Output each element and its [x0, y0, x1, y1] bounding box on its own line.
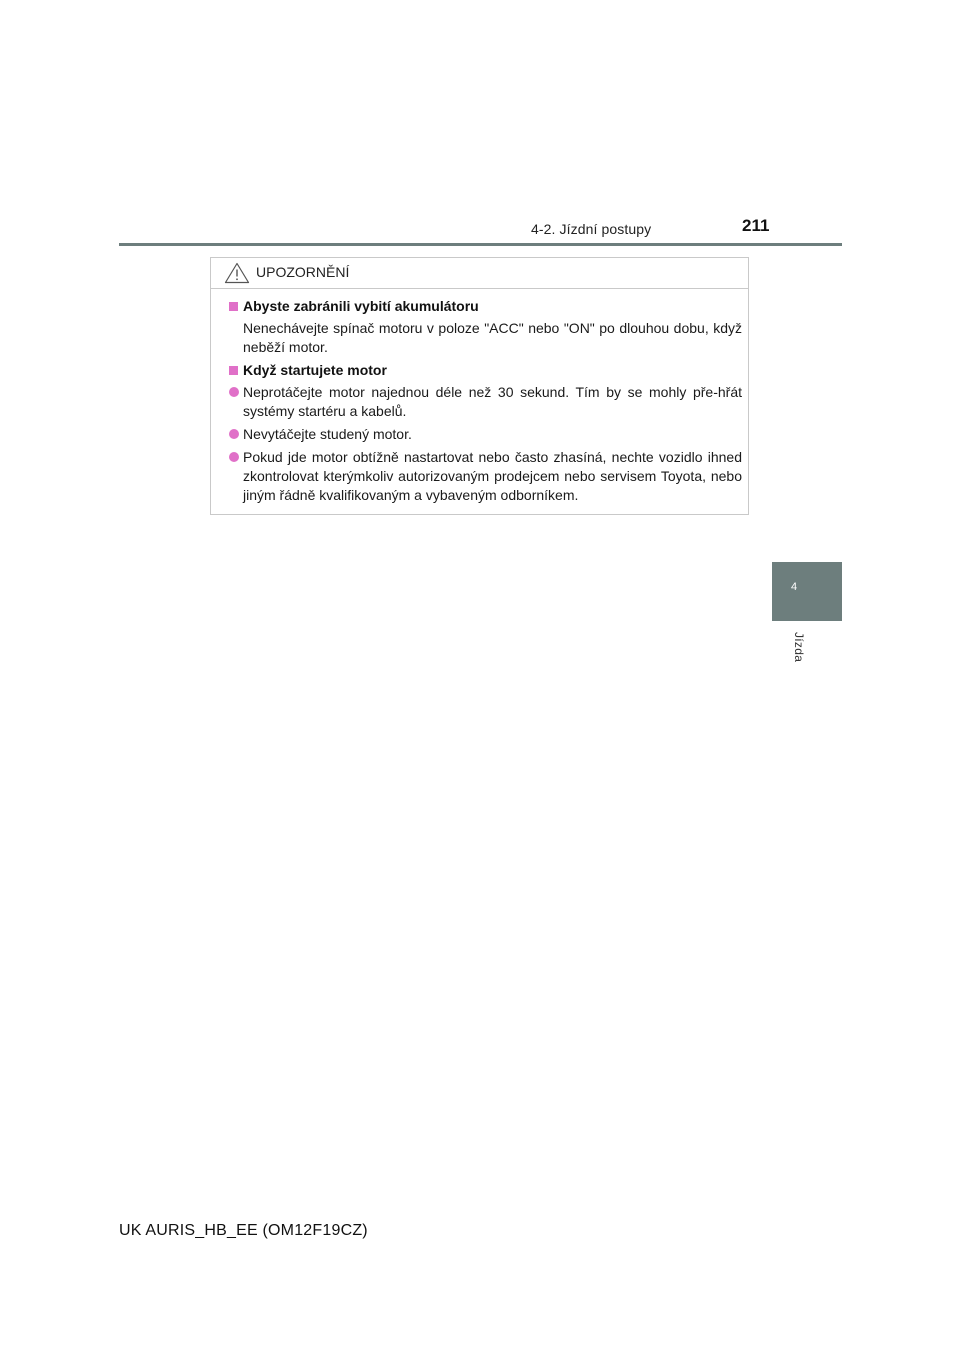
chapter-number: 4: [790, 581, 798, 593]
section-title: 4-2. Jízdní postupy: [531, 221, 652, 237]
caution-section-starting: [211, 361, 750, 380]
round-bullet-icon: [229, 387, 239, 397]
round-bullet-icon: [229, 429, 239, 439]
caution-header: [211, 258, 748, 289]
square-bullet-icon: [229, 366, 238, 375]
section-text: Nenechávejte spínač motoru v poloze "ACC" nebo "ON" po dlouhou dobu, když neběží motor.: [243, 320, 742, 355]
chapter-label: Jízda: [792, 632, 806, 663]
square-bullet-icon: [229, 302, 238, 311]
manual-id: UK AURIS_HB_EE (OM12F19CZ): [119, 1222, 368, 1239]
list-item: [211, 383, 750, 421]
warning-triangle-icon: [224, 262, 250, 284]
chapter-tab: [772, 562, 842, 621]
list-item-text: Nevytáčejte studený motor.: [243, 426, 412, 442]
list-item-text: Pokud jde motor obtížně nastartovat nebo často zhasíná, nechte vozidlo ihned zkontrolovat kterýmkoliv autorizovaným prodejcem nebo servisem Toyota, nebo jiným řádně kvalifikovaným a vybaveným odborníkem.: [243, 449, 742, 503]
section-heading: Když startujete motor: [243, 362, 387, 378]
caution-body: [211, 297, 750, 505]
page-number: 211: [742, 216, 770, 235]
section-heading: Abyste zabránili vybití akumulátoru: [243, 298, 479, 314]
list-item-text: Neprotáčejte motor najednou déle než 30 sekund. Tím by se mohly pře-hřát systémy startéru a kabelů.: [243, 384, 742, 419]
caution-box: [210, 257, 749, 515]
caution-section-battery: [211, 297, 750, 316]
round-bullet-icon: [229, 452, 239, 462]
list-item: [211, 425, 750, 444]
caution-title: UPOZORNĚNÍ: [256, 264, 350, 280]
list-item: [211, 448, 750, 505]
header-rule: [119, 243, 842, 246]
